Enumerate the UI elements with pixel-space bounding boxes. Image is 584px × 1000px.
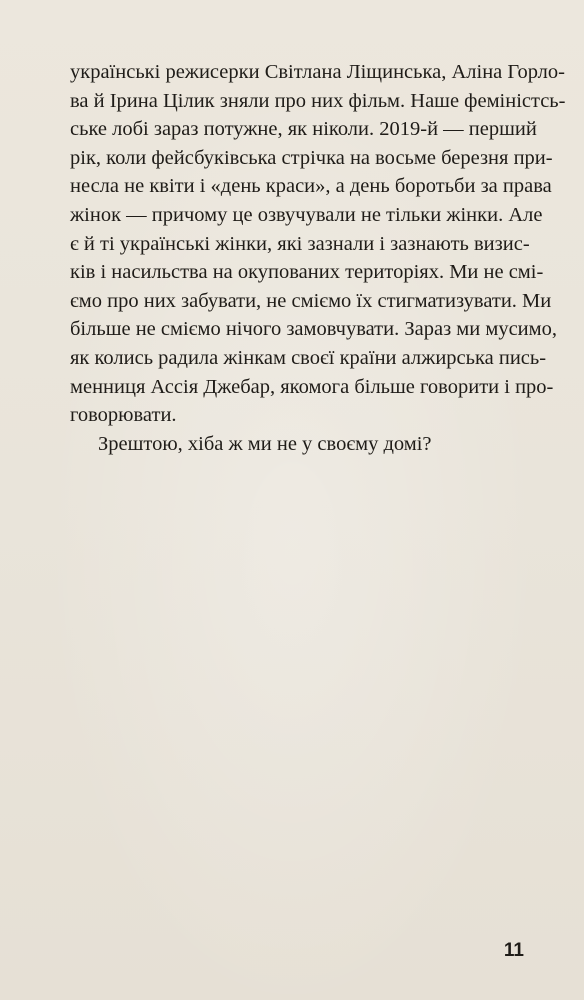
paragraph-1 xyxy=(70,58,566,430)
text-line: ємо про них забувати, не сміємо їх стигматизувати. Ми xyxy=(70,289,552,312)
text-line: менниця Ассія Джебар, якомога більше говорити і про- xyxy=(70,375,554,398)
paragraph-2 xyxy=(70,430,520,459)
text-line: є й ті українські жінки, які зазнали і зазнають визис- xyxy=(70,232,530,255)
text-line: несла не квіти і «день краси», а день боротьби за права xyxy=(70,175,552,198)
text-line: більше не сміємо нічого замовчувати. Зараз ми мусимо, xyxy=(70,318,558,341)
text-line: як колись радила жінкам своєї країни алжирська пись- xyxy=(70,346,547,369)
text-line: Зрештою, хіба ж ми не у своєму домі? xyxy=(98,432,432,455)
text-line: українські режисерки Світлана Ліщинська, Аліна Горло- xyxy=(70,61,565,83)
text-line: жінок — причому це озвучували не тільки жінки. Але xyxy=(70,203,543,226)
text-line: рік, коли фейсбуківська стрічка на восьме березня при- xyxy=(70,146,553,169)
body-text xyxy=(70,58,566,458)
text-line: ське лобі зараз потужне, як ніколи. 2019-й — перший xyxy=(70,118,537,141)
text-line: ва й Ірина Цілик зняли про них фільм. Наше феміністсь- xyxy=(70,89,566,112)
text-line: говорювати. xyxy=(70,404,177,427)
text-line: ків і насильства на окупованих територіях. Ми не смі- xyxy=(70,261,544,284)
page-number: 11 xyxy=(503,940,524,961)
